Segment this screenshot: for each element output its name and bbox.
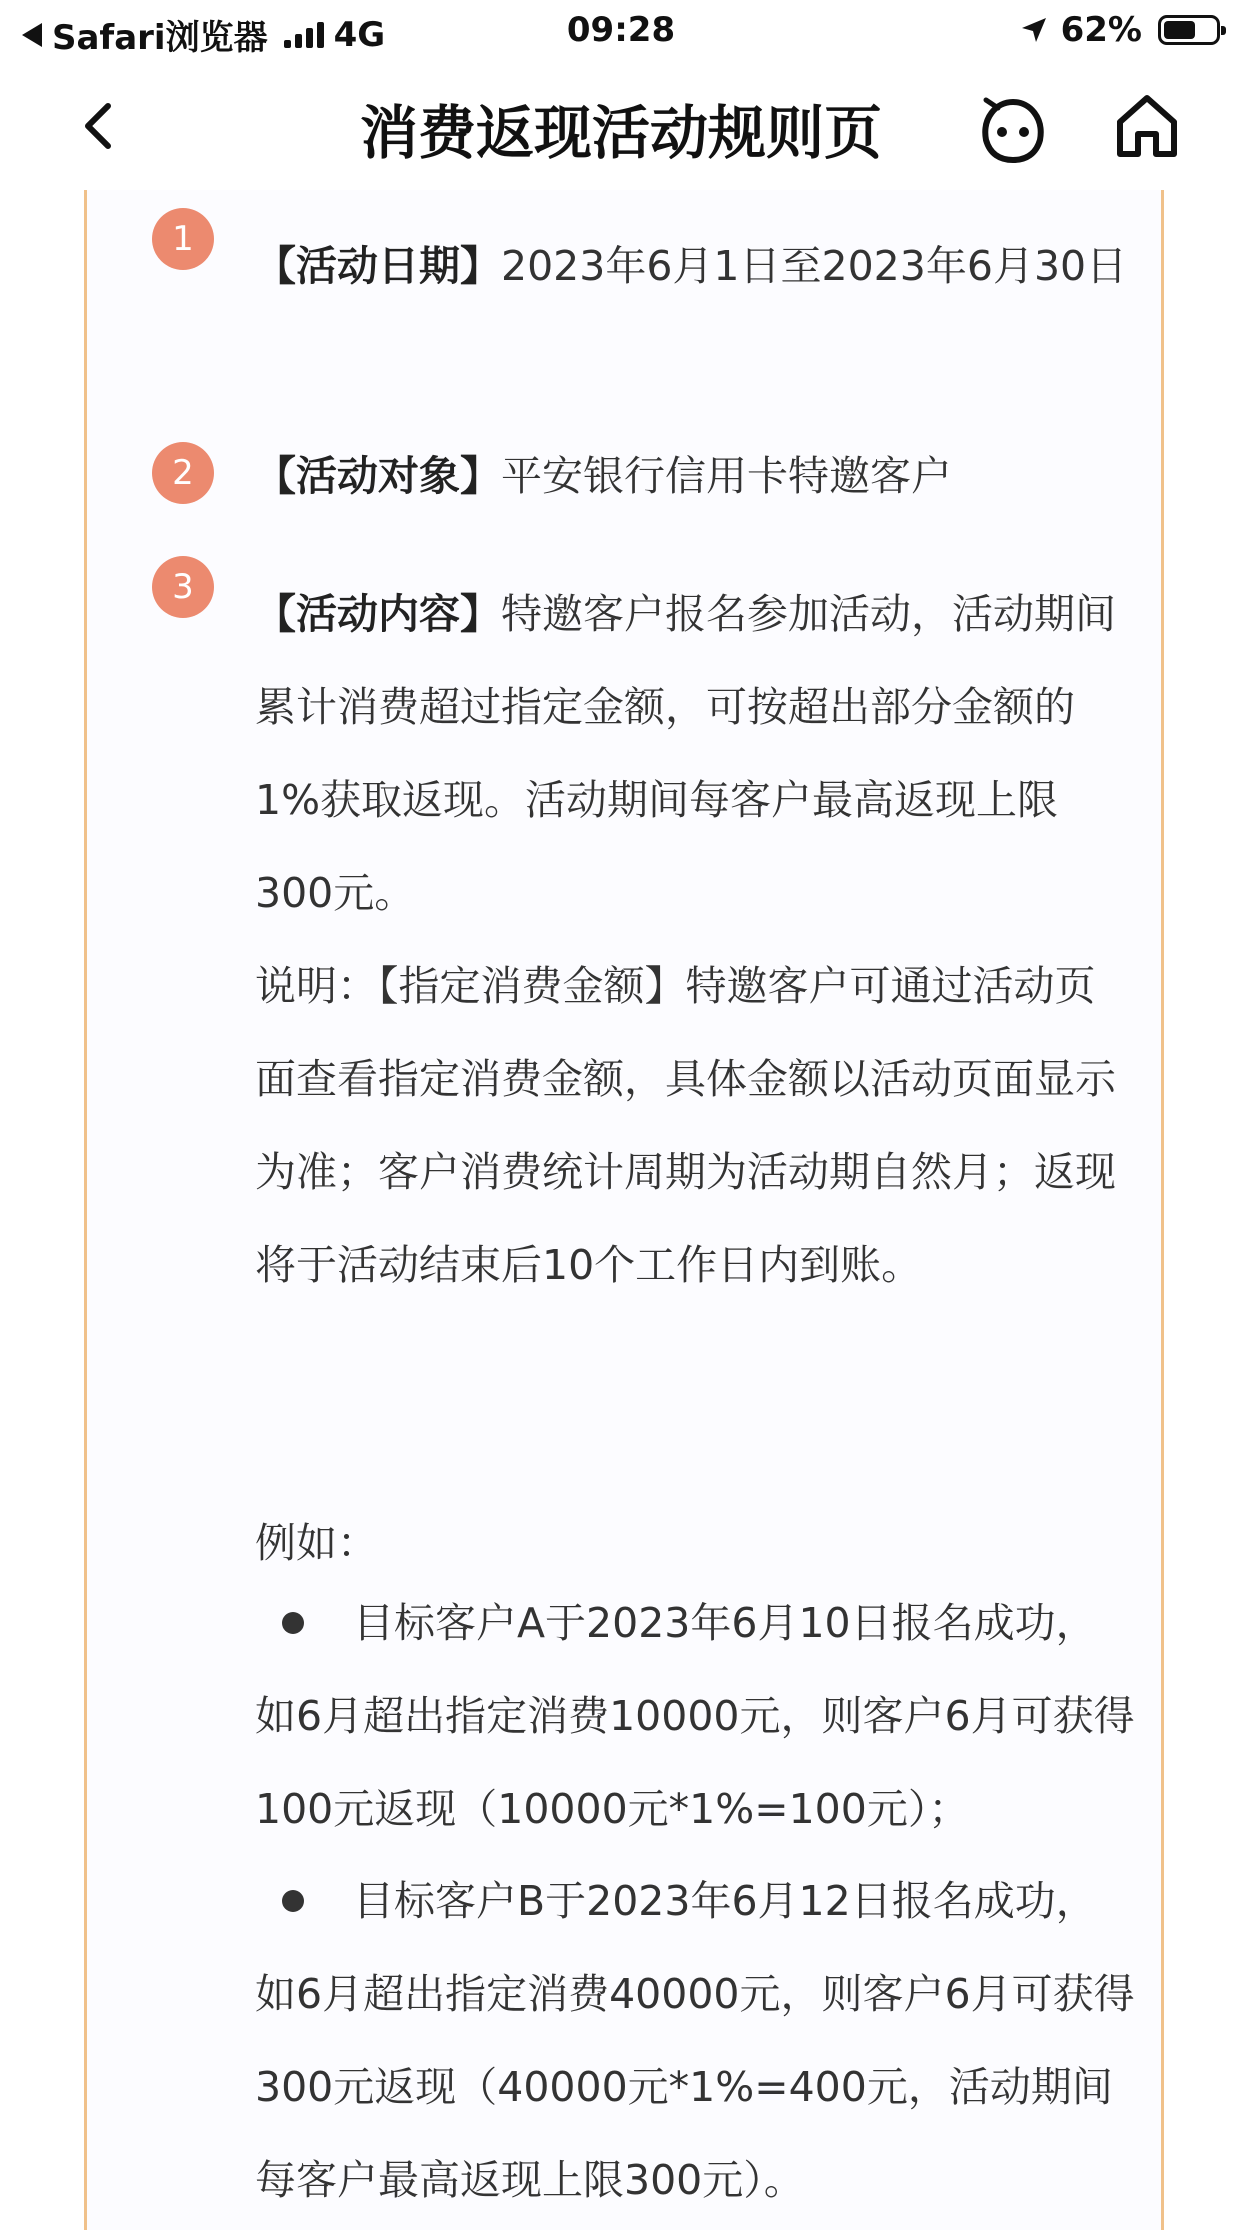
page-title: 消费返现活动规则页 (359, 99, 882, 167)
rule-content: 2023年6月1日至2023年6月30日 (501, 242, 1128, 290)
location-arrow-icon (1019, 15, 1049, 45)
rule-number-badge: 2 (152, 442, 214, 504)
home-icon[interactable] (1114, 92, 1180, 160)
example-title: 例如： (255, 1519, 378, 1567)
rule-number-badge: 3 (152, 556, 214, 618)
battery-percent: 62% (1060, 10, 1142, 50)
rule-label: 【活动内容】 (255, 590, 501, 638)
rule-item (255, 430, 1135, 523)
nav-bar (0, 62, 1242, 190)
status-bar (0, 0, 1242, 62)
status-time: 09:28 (566, 10, 676, 50)
battery-fill (1164, 21, 1195, 39)
rule-number-badge: 1 (152, 208, 214, 270)
customer-service-icon[interactable] (978, 96, 1048, 164)
example-item: 目标客户B于2023年6月12日报名成功，如6月超出指定消费40000元，则客户6月可获得300元返现（40000元*1%=400元，活动期间每客户最高返现上限300元）。 (255, 1877, 1135, 2204)
battery-icon (1158, 15, 1220, 45)
network-label: 4G (333, 14, 386, 55)
rule-label: 【活动对象】 (255, 452, 501, 500)
rule-content: 平安银行信用卡特邀客户 (501, 452, 952, 500)
rule-content: 特邀客户报名参加活动，活动期间累计消费超过指定金额，可按超出部分金额的1%获取返现。活动期间每客户最高返现上限300元。 (255, 590, 1116, 917)
rules-card (84, 190, 1164, 2230)
rule-note: 说明：【指定消费金额】特邀客户可通过活动页面查看指定消费金额，具体金额以活动页面显示为准；客户消费统计周期为活动期自然月；返现将于活动结束后10个工作日内到账。 (255, 962, 1116, 1289)
example-item: 目标客户A于2023年6月10日报名成功，如6月超出指定消费10000元，则客户6月可获得100元返现（10000元*1%=100元）； (255, 1599, 1135, 1833)
back-app-label: Safari浏览器 (52, 18, 268, 58)
rule-item (255, 568, 1135, 940)
rule-item (255, 220, 1135, 313)
status-right (1019, 10, 1220, 50)
rule-label: 【活动日期】 (255, 242, 501, 290)
